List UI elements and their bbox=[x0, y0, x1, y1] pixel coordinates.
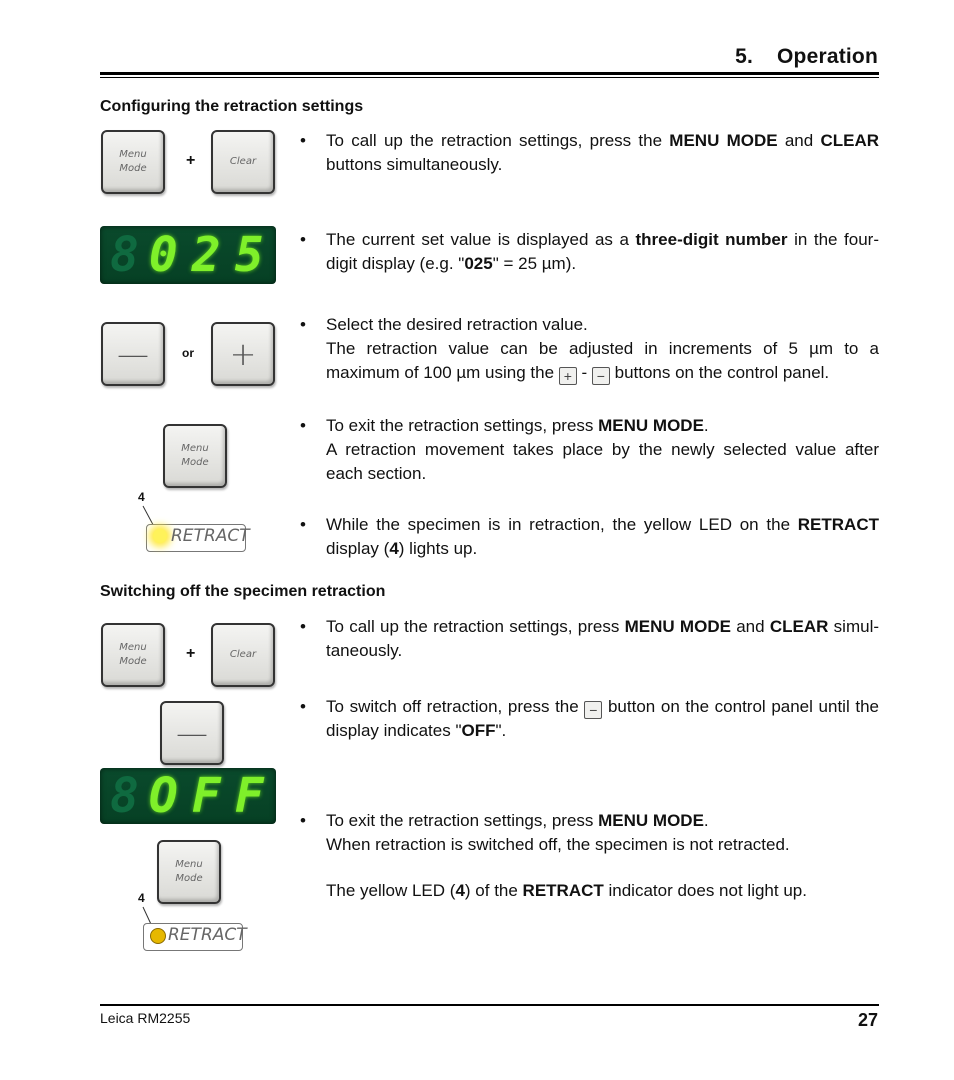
menu-mode-button-image-exit: Menu Mode bbox=[163, 424, 227, 488]
plus-icon: + bbox=[229, 335, 257, 373]
retract-label: RETRACT bbox=[171, 526, 250, 546]
plus-sign-2: + bbox=[186, 645, 196, 662]
bullet-call-up-settings: • To call up the retraction settings, press the MENU MODE and CLEAR buttons simultaneously. bbox=[300, 131, 879, 174]
callout-4-off: 4 bbox=[138, 891, 145, 905]
led-off-icon bbox=[150, 928, 166, 944]
bullet-current-value: • The current set value is displayed as a three-digit number in the four-digit display (e.g. "025" = 25 µm). bbox=[300, 230, 880, 273]
minus-button-image bbox=[101, 322, 165, 386]
retract-indicator-on bbox=[146, 524, 250, 552]
footer-rule bbox=[100, 1004, 879, 1006]
header-rule bbox=[100, 72, 879, 75]
callout-4: 4 bbox=[138, 490, 145, 504]
retract-indicator-off bbox=[143, 923, 247, 951]
bullet-dot: • bbox=[300, 131, 306, 150]
display-ghost-digit: 8 bbox=[110, 227, 149, 283]
plus-sign: + bbox=[186, 152, 196, 169]
bullet-select-value: • Select the desired retraction value. The retraction value can be adjusted in increments of 5 µm to a maximum of 100 µm using the + - − buttons on the control panel. bbox=[300, 315, 879, 384]
minus-mini-icon: − bbox=[592, 367, 610, 385]
plus-button-image bbox=[211, 322, 275, 386]
four-digit-display-off bbox=[100, 768, 276, 824]
or-label: or bbox=[182, 346, 194, 360]
minus-icon: — bbox=[117, 335, 149, 373]
display-value: 025 bbox=[148, 227, 278, 283]
chapter-number: 5. bbox=[735, 45, 754, 68]
menu-mode-button-image-2: Menu Mode bbox=[101, 623, 165, 687]
four-digit-display-025 bbox=[100, 226, 276, 284]
minus-icon: — bbox=[176, 714, 208, 752]
bullet-led-lights: • While the specimen is in retraction, the yellow LED on the RETRACT display (4) lights up. bbox=[300, 515, 879, 558]
menu-mode-label: Menu Mode bbox=[119, 149, 147, 174]
bullet-call-up-settings-2: • To call up the retraction settings, press MENU MODE and CLEAR simul-taneously. bbox=[300, 617, 880, 660]
page-number: 27 bbox=[857, 1010, 878, 1030]
menu-mode-button-image bbox=[101, 130, 165, 194]
footer-product: Leica RM2255 bbox=[100, 1010, 191, 1026]
bullet-exit-settings: • To exit the retraction settings, press MENU MODE. A retraction movement takes place by the newly selected value after each section. bbox=[300, 416, 879, 483]
retract-label: RETRACT bbox=[168, 925, 247, 945]
paragraph-led-off: The yellow LED (4) of the RETRACT indicator does not light up. bbox=[326, 881, 807, 900]
minus-mini-icon: − bbox=[584, 701, 602, 719]
chapter-title: Operation bbox=[777, 45, 878, 68]
clear-button-image bbox=[211, 130, 275, 194]
bullet-exit-settings-2: • To exit the retraction settings, press MENU MODE. When retraction is switched off, the specimen is not retracted. bbox=[300, 811, 790, 854]
led-on-icon bbox=[153, 529, 167, 543]
section-heading-switching-off: Switching off the specimen retraction bbox=[100, 583, 386, 600]
menu-mode-button-image-3: Menu Mode bbox=[157, 840, 221, 904]
header-rule-thin bbox=[100, 77, 879, 78]
chapter-header bbox=[735, 45, 878, 69]
clear-label: Clear bbox=[229, 156, 257, 167]
plus-mini-icon: + bbox=[559, 367, 577, 385]
section-heading-configuring: Configuring the retraction settings bbox=[100, 98, 364, 115]
clear-button-image-2: Clear bbox=[211, 623, 275, 687]
display-ghost-digit: 8 bbox=[110, 768, 149, 824]
bullet-switch-off: • To switch off retraction, press the − button on the control panel until the display indicates "OFF". bbox=[300, 697, 879, 740]
minus-button-image-2 bbox=[160, 701, 224, 765]
display-value-off: OFF bbox=[148, 768, 278, 824]
